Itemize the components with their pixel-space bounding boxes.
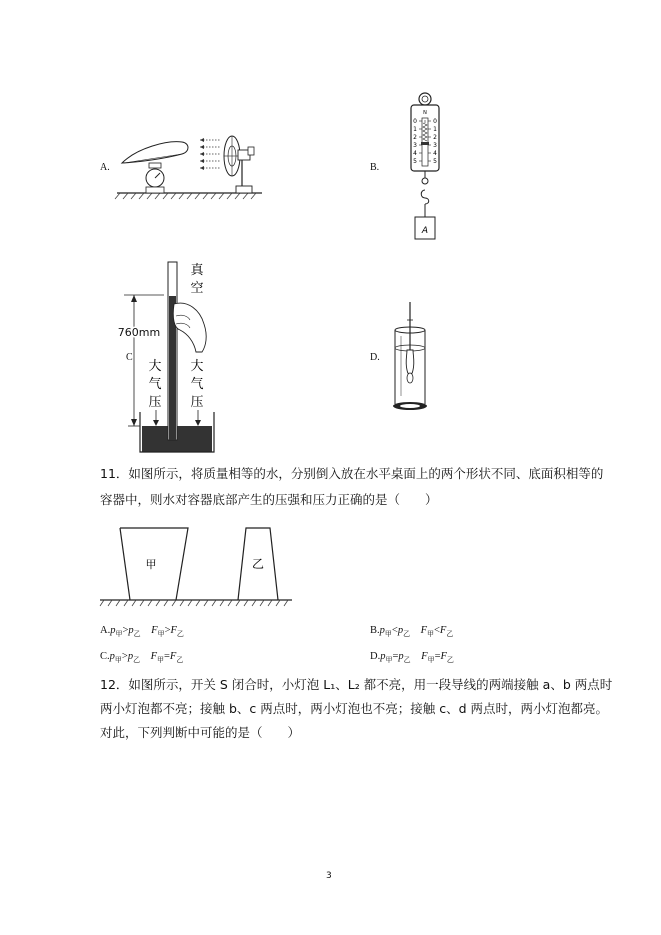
q11-c-p2: p <box>127 651 134 662</box>
q11-d-s2: 乙 <box>403 656 411 665</box>
q11-a-fs1: 甲 <box>157 630 165 639</box>
option-a-label: A. <box>100 162 110 173</box>
q11-b-p2: p <box>397 625 404 636</box>
q11-c-f2: F <box>169 651 177 662</box>
q11-b-p1: p <box>379 625 385 636</box>
q11-d-rel1: = <box>392 651 399 662</box>
q11-d-p2: p <box>398 651 404 662</box>
container-yi-label: 乙 <box>251 557 265 571</box>
q11-c-f1: F <box>150 651 157 662</box>
q11-a-f1: F <box>151 625 158 636</box>
q11-option-b[interactable] <box>370 625 453 639</box>
figure-a-airfoil-icon <box>112 130 272 205</box>
scale-left-3: 3 <box>413 142 417 149</box>
option-c-label: C <box>126 352 133 363</box>
atm-right-2: 气 <box>190 377 204 392</box>
q11-d-f1: F <box>421 651 428 662</box>
q11-a-s1: 甲 <box>115 630 123 639</box>
page-number: 3 <box>326 871 332 881</box>
q11-d-frel: = <box>434 651 441 662</box>
spring-top-letter: N <box>423 110 427 116</box>
q11-line-1: 11．如图所示，将质量相等的水，分别倒入放在水平桌面上的两个形状不同、底面积相等的 <box>100 466 604 481</box>
scale-left-0: 0 <box>413 118 417 125</box>
scale-right-2: 2 <box>433 134 437 141</box>
q11-option-c[interactable] <box>100 651 183 665</box>
scale-right-1: 1 <box>433 126 437 133</box>
q11-b-fs1: 甲 <box>426 630 434 639</box>
scale-right-0: 0 <box>433 118 437 125</box>
q11-a-s2: 乙 <box>133 630 141 639</box>
q12-line-2: 两小灯泡都不亮；接触 b、c 两点时，两小灯泡也不亮；接触 c、d 两点时，两小灯泡都亮。 <box>100 701 609 716</box>
atm-left-1: 大 <box>148 359 162 374</box>
q11-a-p2: p <box>128 625 134 636</box>
q11-b-s2: 乙 <box>403 630 411 639</box>
q11-d-fs1: 甲 <box>427 656 435 665</box>
q11-c-p1: p <box>109 651 115 662</box>
scale-left-1: 1 <box>413 126 417 133</box>
q11-a-rel1: > <box>122 625 129 636</box>
q11-d-p1: p <box>380 651 386 662</box>
q12-line-1: 12．如图所示，开关 S 闭合时，小灯泡 L₁、L₂ 都不亮，用一段导线的两端接触 a、b 两点时 <box>100 677 613 692</box>
scale-left-4: 4 <box>413 150 417 157</box>
q11-c-rel1: > <box>121 651 128 662</box>
scale-left-5: 5 <box>413 158 417 165</box>
option-b-label: B. <box>370 162 380 173</box>
figure-d-hydrometer-icon <box>385 300 435 415</box>
atm-left-2: 气 <box>148 377 162 392</box>
q11-a-label: A. <box>100 625 111 636</box>
q11-b-frel: < <box>433 625 440 636</box>
q11-b-f2: F <box>439 625 447 636</box>
q11-c-s2: 乙 <box>133 656 141 665</box>
q11-b-s1: 甲 <box>384 630 392 639</box>
q12-line-3: 对此，下列判断中可能的是（ ） <box>100 725 301 740</box>
figure-b-spring-balance-icon <box>400 90 450 245</box>
container-jia-label: 甲 <box>145 558 157 571</box>
figure-c-torricelli-icon <box>118 258 218 456</box>
q11-a-p1: p <box>110 625 116 636</box>
height-760mm: 760mm <box>118 326 161 339</box>
q11-d-s1: 甲 <box>385 656 393 665</box>
q11-c-fs1: 甲 <box>156 656 164 665</box>
weight-label: A <box>421 226 429 236</box>
q11-b-label: B. <box>370 625 380 636</box>
q11-d-f2: F <box>440 651 447 662</box>
atm-left-3: 压 <box>148 395 162 410</box>
q11-line-2: 容器中，则水对容器底部产生的压强和压力正确的是（ ） <box>100 492 438 507</box>
scale-right-5: 5 <box>433 158 437 165</box>
vacuum-char-1: 真 <box>190 263 204 278</box>
q11-option-d[interactable] <box>370 651 454 665</box>
q11-b-f1: F <box>420 625 427 636</box>
vacuum-char-2: 空 <box>190 281 204 296</box>
q11-a-frel: > <box>164 625 171 636</box>
q11-b-rel1: < <box>391 625 398 636</box>
scale-right-3: 3 <box>433 142 437 149</box>
q11-a-fs2: 乙 <box>176 630 184 639</box>
atm-right-1: 大 <box>190 359 204 374</box>
q11-containers-figure <box>98 522 298 612</box>
q11-c-label: C. <box>100 651 110 662</box>
q11-c-fs2: 乙 <box>176 656 184 665</box>
q11-option-a[interactable] <box>100 625 184 639</box>
scale-right-4: 4 <box>433 150 437 157</box>
q11-c-frel: = <box>163 651 170 662</box>
scale-left-2: 2 <box>413 134 417 141</box>
atm-right-3: 压 <box>190 395 204 410</box>
q11-c-s1: 甲 <box>114 656 122 665</box>
q11-d-label: D. <box>370 651 381 662</box>
q11-a-f2: F <box>170 625 177 636</box>
option-d-label: D. <box>370 352 380 363</box>
q11-d-fs2: 乙 <box>446 656 454 665</box>
q11-b-fs2: 乙 <box>446 630 454 639</box>
